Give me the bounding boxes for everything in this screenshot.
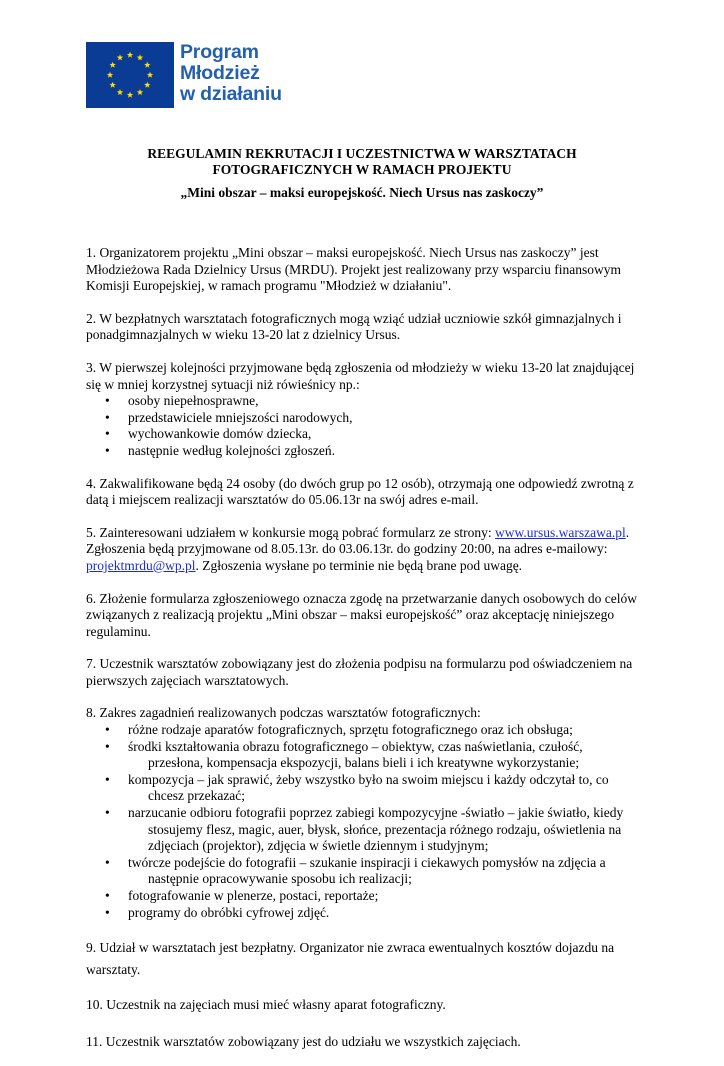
star-icon <box>109 82 115 88</box>
star-icon <box>144 62 150 68</box>
star-icon <box>127 92 133 98</box>
list-item: • wychowankowie domów dziecka, <box>105 426 312 442</box>
star-icon <box>127 52 133 58</box>
list-item: • fotografowanie w plenerze, postaci, reportaże; <box>105 888 379 903</box>
logo-line-1: Program <box>180 41 259 63</box>
email-link[interactable]: projektmrdu@wp.pl <box>86 557 196 573</box>
regulations-body <box>86 245 642 1066</box>
star-icon <box>137 54 143 60</box>
paragraph-7: 7. Uczestnik warsztatów zobowiązany jest do złożenia podpisu na formularzu pod oświadczeniem na pierwszych zajęciach warsztatowych. <box>86 656 633 688</box>
paragraph-8: 8. Zakres zagadnień realizowanych podczas warsztatów fotograficznych: <box>86 705 481 721</box>
list-item: • programy do obróbki cyfrowej zdjęć. <box>105 904 330 920</box>
star-icon <box>107 72 113 78</box>
project-name: „Mini obszar – maksi europejskość. Niech Ursus nas zaskoczy” <box>180 185 544 200</box>
program-logo <box>86 42 296 108</box>
star-icon <box>117 89 123 95</box>
paragraph-4: 4. Zakwalifikowane będą 24 osoby (do dwóch grup po 12 osób), otrzymają one odpowiedź zwrotną z datą i miejscem realizacji warsztatów do 05.06.13r na swój adres e-mail. <box>86 475 634 508</box>
star-icon <box>117 54 123 60</box>
paragraph-6: 6. Złożenie formularza zgłoszeniowego oznacza zgodę na przetwarzanie danych osobowych do celów związanych z realizacją projektu „Mini obszar – maksi europejskość” oraz akceptację niniejszego regulaminu. <box>86 590 638 639</box>
paragraph-3: 3. W pierwszej kolejności przyjmowane będą zgłoszenia od młodzieży w wieku 13-20 lat znajdującej się w mniej korzystnej sytuacji niż rówieśnicy np.: <box>86 359 635 392</box>
paragraph-2: 2. W bezpłatnych warsztatach fotograficznych mogą wziąć udział uczniowie szkół gimnazjalnych i ponadgimnazjalnych w wieku 13-20 lat z dzielnicy Ursus. <box>86 310 622 343</box>
eu-flag-icon <box>86 42 174 108</box>
paragraph-5: 5. Zainteresowani udziałem w konkursie mogą pobrać formularz ze strony: www.ursus.warszawa.pl. Zgłoszenia będą przyjmowane od 8.05.13r. do 03.06.13r. do godziny 20:00, na adres e-mailowy: projektmrdu@wp.pl. Zgłoszenia wysłane po terminie nie będą brane pod uwagę. <box>86 524 630 573</box>
list-item: • różne rodzaje aparatów fotograficznych, sprzętu fotograficznego oraz ich obsługa; <box>105 722 573 738</box>
logo-line-2: Młodzież <box>180 62 260 84</box>
document-title <box>86 146 638 178</box>
title-line-2: FOTOGRAFICZNYCH W RAMACH PROJEKTU <box>212 162 512 177</box>
logo-line-3: w działaniu <box>180 83 282 105</box>
list-item: • osoby niepełnosprawne, <box>105 393 259 409</box>
list-item: • narzucanie odbioru fotografii poprzez zabiegi kompozycyjne -światło – jakie światło, kiedy stosujemy flesz, magic, auer, błysk, słońce, prezentacja różnego rodzaju, oświetlenia na zdjęciach (projektor), zdjęcia w świetle dziennym i studyjnym; <box>105 805 624 854</box>
list-item: • następnie według kolejności zgłoszeń. <box>105 442 335 458</box>
paragraph-1: 1. Organizatorem projektu „Mini obszar – maksi europejskość. Niech Ursus nas zaskoczy” jest Młodzieżowa Rada Dzielnicy Ursus (MRDU). Projekt jest realizowany przy wsparciu finansowym Komisji Europejskiej, w ramach programu "Młodzież w działaniu". <box>86 245 621 294</box>
website-link[interactable]: www.ursus.warszawa.pl <box>495 524 626 540</box>
logo-text <box>180 42 282 105</box>
title-line-1: REEGULAMIN REKRUTACJI I UCZESTNICTWA W WARSZTATACH <box>147 146 577 161</box>
star-icon <box>109 62 115 68</box>
star-icon <box>144 82 150 88</box>
list-item: • przedstawiciele mniejszości narodowych, <box>105 409 353 425</box>
list-item: • środki kształtowania obrazu fotograficznego – obiektyw, czas naświetlania, czułość, przesłona, kompensacja ekspozycji, balans bieli i ich kreatywne wykorzystanie; <box>105 738 583 771</box>
star-icon <box>147 72 153 78</box>
list-item: • twórcze podejście do fotografii – szukanie inspiracji i ciekawych pomysłów na zdjęcia a następnie opracowywanie sposobu ich realizacji; <box>105 854 606 887</box>
star-icon <box>137 89 143 95</box>
list-item: • kompozycja – jak sprawić, żeby wszystko było na swoim miejscu i każdy odczytał to, co chcesz przekazać; <box>105 771 609 804</box>
priority-list <box>86 393 642 459</box>
paragraph-11: 11. Uczestnik warsztatów zobowiązany jest do udziału we wszystkich zajęciach. <box>86 1033 521 1049</box>
topics-list <box>86 722 642 921</box>
paragraph-9: 9. Udział w warsztatach jest bezpłatny. Organizator nie zwraca ewentualnych kosztów dojazdu na warsztaty. <box>86 940 615 978</box>
paragraph-10: 10. Uczestnik na zajęciach musi mieć własny aparat fotograficzny. <box>86 997 446 1013</box>
